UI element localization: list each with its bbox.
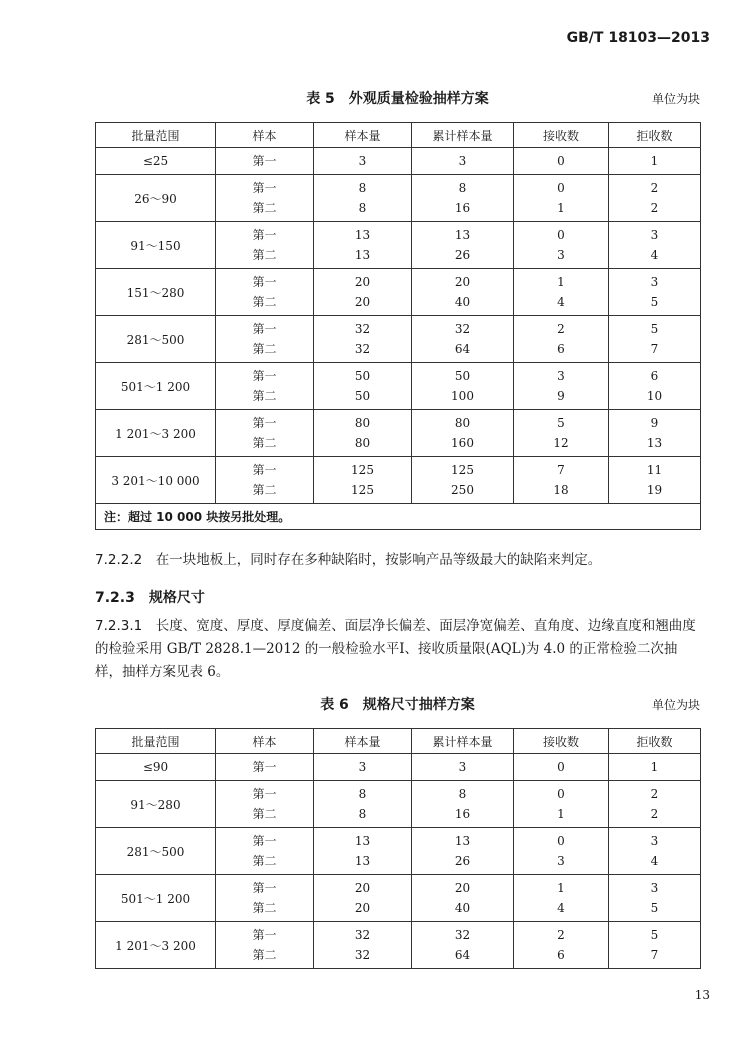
sample-size-cell xyxy=(314,828,412,875)
sample-stage: 第一 xyxy=(252,834,277,848)
cumulative-size: 26 xyxy=(454,854,471,868)
reject-number: 19 xyxy=(646,483,663,497)
sample-size: 50 xyxy=(354,369,371,383)
sample-stage: 第一 xyxy=(252,228,277,242)
sample-stage: 第一 xyxy=(252,275,277,289)
column-header: 累计样本量 xyxy=(412,123,514,148)
table5-unit: 单位为块 xyxy=(651,92,700,106)
table-row xyxy=(96,269,701,316)
cumulative-size-cell xyxy=(412,754,514,781)
reject-number: 1 xyxy=(650,154,659,168)
lot-size-range: 91～150 xyxy=(96,222,216,269)
section-heading-7-2-3 xyxy=(95,587,205,607)
accept-number: 18 xyxy=(553,483,569,497)
reject-number-cell xyxy=(609,754,701,781)
table-header-row xyxy=(96,729,701,754)
sample-size: 20 xyxy=(354,295,371,309)
cumulative-size-cell xyxy=(412,269,514,316)
lot-size-range: 3 201～10 000 xyxy=(96,457,216,504)
sample-stage-cell xyxy=(216,922,314,969)
reject-number: 10 xyxy=(646,389,663,403)
lot-size-range: 1 201～3 200 xyxy=(96,922,216,969)
cumulative-size: 16 xyxy=(454,201,471,215)
sample-stage-cell xyxy=(216,148,314,175)
reject-number: 11 xyxy=(646,463,663,477)
sample-stage: 第一 xyxy=(252,322,277,336)
table5 xyxy=(95,122,701,530)
cumulative-size: 32 xyxy=(454,928,471,942)
cumulative-size-cell xyxy=(412,316,514,363)
sample-stage: 第二 xyxy=(252,342,277,356)
accept-number-cell xyxy=(514,457,609,504)
table-row xyxy=(96,828,701,875)
column-header: 样本量 xyxy=(314,729,412,754)
sample-size-cell xyxy=(314,363,412,410)
cumulative-size-cell xyxy=(412,875,514,922)
sample-size: 13 xyxy=(354,228,371,242)
column-header: 样本量 xyxy=(314,123,412,148)
accept-number-cell xyxy=(514,410,609,457)
lot-size-range: 281～500 xyxy=(96,316,216,363)
cumulative-size-cell xyxy=(412,457,514,504)
table-note: 注：超过 10 000 块按另批处理。 xyxy=(96,504,701,530)
table-row xyxy=(96,316,701,363)
sample-size: 32 xyxy=(354,928,371,942)
accept-number: 12 xyxy=(553,436,569,450)
reject-number: 6 xyxy=(650,369,659,383)
lot-size-range: 91～280 xyxy=(96,781,216,828)
sample-stage: 第二 xyxy=(252,436,277,450)
reject-number-cell xyxy=(609,269,701,316)
accept-number: 0 xyxy=(557,228,565,242)
sample-size-cell xyxy=(314,175,412,222)
sample-stage: 第一 xyxy=(252,369,277,383)
sample-stage: 第一 xyxy=(252,881,277,895)
sample-stage: 第一 xyxy=(252,463,277,477)
sample-stage-cell xyxy=(216,828,314,875)
reject-number-cell xyxy=(609,781,701,828)
table-row xyxy=(96,363,701,410)
sample-size-cell xyxy=(314,781,412,828)
accept-number-cell xyxy=(514,781,609,828)
cumulative-size-cell xyxy=(412,363,514,410)
reject-number-cell xyxy=(609,922,701,969)
sample-size-cell xyxy=(314,316,412,363)
cumulative-size: 3 xyxy=(458,154,467,168)
accept-number: 0 xyxy=(557,760,565,774)
accept-number: 4 xyxy=(557,295,565,309)
accept-number-cell xyxy=(514,269,609,316)
table-header-row xyxy=(96,123,701,148)
sample-size-cell xyxy=(314,222,412,269)
accept-number: 0 xyxy=(557,181,565,195)
accept-number: 0 xyxy=(557,787,565,801)
sample-stage: 第二 xyxy=(252,295,277,309)
sample-stage: 第二 xyxy=(252,389,277,403)
sample-size: 32 xyxy=(354,342,371,356)
cumulative-size-cell xyxy=(412,222,514,269)
clause-number: 7.2.3.1 xyxy=(95,618,143,634)
sample-size: 8 xyxy=(358,181,367,195)
accept-number: 3 xyxy=(557,854,565,868)
accept-number: 2 xyxy=(557,322,565,336)
cumulative-size: 16 xyxy=(454,807,471,821)
sample-stage: 第一 xyxy=(252,154,277,168)
reject-number-cell xyxy=(609,363,701,410)
accept-number: 3 xyxy=(557,369,565,383)
sample-size: 8 xyxy=(358,787,367,801)
cumulative-size: 64 xyxy=(454,948,471,962)
reject-number: 2 xyxy=(650,201,659,215)
lot-size-range: 1 201～3 200 xyxy=(96,410,216,457)
reject-number-cell xyxy=(609,457,701,504)
page-number: 13 xyxy=(694,988,710,1002)
accept-number: 5 xyxy=(557,416,565,430)
column-header: 累计样本量 xyxy=(412,729,514,754)
sample-size-cell xyxy=(314,269,412,316)
cumulative-size: 64 xyxy=(454,342,471,356)
reject-number: 2 xyxy=(650,787,659,801)
accept-number-cell xyxy=(514,828,609,875)
sample-stage: 第二 xyxy=(252,201,277,215)
lot-size-range: 501～1 200 xyxy=(96,363,216,410)
reject-number: 3 xyxy=(650,881,659,895)
reject-number: 7 xyxy=(650,948,659,962)
section-number: 7.2.3 xyxy=(95,590,135,606)
table6-unit: 单位为块 xyxy=(651,698,700,712)
column-header: 接收数 xyxy=(514,729,609,754)
reject-number-cell xyxy=(609,222,701,269)
lot-size-range: ≤90 xyxy=(96,754,216,781)
accept-number: 0 xyxy=(557,834,565,848)
sample-size: 125 xyxy=(351,483,374,497)
sample-stage: 第一 xyxy=(252,416,277,430)
column-header: 拒收数 xyxy=(609,729,701,754)
sample-size-cell xyxy=(314,922,412,969)
sample-size: 20 xyxy=(354,901,371,915)
cumulative-size: 125 xyxy=(451,463,474,477)
clause-number: 7.2.2.2 xyxy=(95,552,143,568)
sample-stage: 第一 xyxy=(252,760,277,774)
sample-stage: 第二 xyxy=(252,248,277,262)
table-row xyxy=(96,457,701,504)
cumulative-size: 20 xyxy=(454,275,471,289)
cumulative-size: 20 xyxy=(454,881,471,895)
standard-code: GB/T 18103—2013 xyxy=(566,30,710,46)
cumulative-size: 3 xyxy=(458,760,467,774)
clause-7-2-3-1 xyxy=(95,615,700,684)
sample-stage: 第二 xyxy=(252,901,277,915)
reject-number-cell xyxy=(609,875,701,922)
table-row xyxy=(96,875,701,922)
reject-number: 5 xyxy=(650,928,659,942)
reject-number: 3 xyxy=(650,228,659,242)
accept-number-cell xyxy=(514,754,609,781)
column-header: 批量范围 xyxy=(96,123,216,148)
column-header: 样本 xyxy=(216,729,314,754)
reject-number: 2 xyxy=(650,181,659,195)
sample-size: 32 xyxy=(354,322,371,336)
reject-number: 5 xyxy=(650,901,659,915)
cumulative-size-cell xyxy=(412,781,514,828)
lot-size-range: 281～500 xyxy=(96,828,216,875)
accept-number: 1 xyxy=(557,807,565,821)
sample-stage-cell xyxy=(216,175,314,222)
sample-stage-cell xyxy=(216,875,314,922)
sample-stage-cell xyxy=(216,316,314,363)
cumulative-size: 8 xyxy=(458,181,467,195)
table-row xyxy=(96,148,701,175)
reject-number: 3 xyxy=(650,275,659,289)
accept-number: 4 xyxy=(557,901,565,915)
sample-size-cell xyxy=(314,875,412,922)
table-note-row xyxy=(96,504,701,530)
column-header: 接收数 xyxy=(514,123,609,148)
accept-number-cell xyxy=(514,316,609,363)
cumulative-size: 50 xyxy=(454,369,471,383)
accept-number: 0 xyxy=(557,154,565,168)
cumulative-size-cell xyxy=(412,410,514,457)
cumulative-size: 26 xyxy=(454,248,471,262)
accept-number: 6 xyxy=(557,948,565,962)
reject-number-cell xyxy=(609,148,701,175)
sample-stage-cell xyxy=(216,781,314,828)
cumulative-size: 32 xyxy=(454,322,471,336)
sample-stage: 第二 xyxy=(252,854,277,868)
sample-stage: 第一 xyxy=(252,787,277,801)
sample-stage-cell xyxy=(216,754,314,781)
accept-number-cell xyxy=(514,875,609,922)
cumulative-size-cell xyxy=(412,922,514,969)
column-header: 样本 xyxy=(216,123,314,148)
table-row xyxy=(96,754,701,781)
cumulative-size: 160 xyxy=(451,436,474,450)
accept-number: 9 xyxy=(557,389,565,403)
table6-title: 表 6 规格尺寸抽样方案 xyxy=(320,697,475,713)
cumulative-size: 250 xyxy=(451,483,474,497)
accept-number-cell xyxy=(514,175,609,222)
sample-size: 125 xyxy=(351,463,374,477)
cumulative-size: 80 xyxy=(454,416,471,430)
sample-stage-cell xyxy=(216,363,314,410)
cumulative-size: 13 xyxy=(454,834,471,848)
sample-stage-cell xyxy=(216,222,314,269)
table-row xyxy=(96,922,701,969)
lot-size-range: 26～90 xyxy=(96,175,216,222)
table6 xyxy=(95,728,701,969)
reject-number-cell xyxy=(609,316,701,363)
column-header: 拒收数 xyxy=(609,123,701,148)
reject-number: 3 xyxy=(650,834,659,848)
clause-text: 在一块地板上，同时存在多种缺陷时，按影响产品等级最大的缺陷来判定。 xyxy=(155,552,602,568)
table-row xyxy=(96,175,701,222)
reject-number-cell xyxy=(609,410,701,457)
cumulative-size-cell xyxy=(412,148,514,175)
cumulative-size: 40 xyxy=(454,901,471,915)
sample-stage-cell xyxy=(216,410,314,457)
accept-number-cell xyxy=(514,222,609,269)
sample-size: 13 xyxy=(354,248,371,262)
reject-number-cell xyxy=(609,828,701,875)
accept-number: 1 xyxy=(557,201,565,215)
accept-number: 2 xyxy=(557,928,565,942)
table-row xyxy=(96,781,701,828)
sample-size-cell xyxy=(314,754,412,781)
accept-number-cell xyxy=(514,148,609,175)
sample-size: 13 xyxy=(354,854,371,868)
section-title: 规格尺寸 xyxy=(148,590,205,606)
cumulative-size: 100 xyxy=(451,389,474,403)
sample-size-cell xyxy=(314,410,412,457)
lot-size-range: 151～280 xyxy=(96,269,216,316)
sample-size: 80 xyxy=(354,416,371,430)
accept-number: 7 xyxy=(557,463,565,477)
column-header: 批量范围 xyxy=(96,729,216,754)
table-row xyxy=(96,222,701,269)
sample-size: 8 xyxy=(358,201,367,215)
reject-number-cell xyxy=(609,175,701,222)
accept-number: 3 xyxy=(557,248,565,262)
reject-number: 5 xyxy=(650,322,659,336)
reject-number: 13 xyxy=(646,436,663,450)
sample-size: 3 xyxy=(358,154,367,168)
reject-number: 7 xyxy=(650,342,659,356)
clause-text: 长度、宽度、厚度、厚度偏差、面层净长偏差、面层净宽偏差、直角度、边缘直度和翘曲度的检验采用 GB/T 2828.1—2012 的一般检验水平Ⅰ、接收质量限(AQL)为 4.0 的正常检验二次抽样，抽样方案见表 6。 xyxy=(95,618,696,680)
sample-size: 3 xyxy=(358,760,367,774)
sample-stage-cell xyxy=(216,269,314,316)
sample-stage: 第二 xyxy=(252,948,277,962)
sample-stage: 第二 xyxy=(252,483,277,497)
sample-size: 50 xyxy=(354,389,371,403)
sample-size: 32 xyxy=(354,948,371,962)
sample-size-cell xyxy=(314,148,412,175)
accept-number-cell xyxy=(514,363,609,410)
lot-size-range: 501～1 200 xyxy=(96,875,216,922)
accept-number: 1 xyxy=(557,881,565,895)
sample-size: 80 xyxy=(354,436,371,450)
sample-stage: 第二 xyxy=(252,807,277,821)
sample-size: 20 xyxy=(354,881,371,895)
lot-size-range: ≤25 xyxy=(96,148,216,175)
sample-size: 8 xyxy=(358,807,367,821)
cumulative-size-cell xyxy=(412,175,514,222)
reject-number: 5 xyxy=(650,295,659,309)
sample-size: 13 xyxy=(354,834,371,848)
clause-7-2-2-2 xyxy=(95,549,700,572)
sample-size-cell xyxy=(314,457,412,504)
accept-number: 6 xyxy=(557,342,565,356)
accept-number: 1 xyxy=(557,275,565,289)
cumulative-size: 8 xyxy=(458,787,467,801)
table-row xyxy=(96,410,701,457)
sample-stage-cell xyxy=(216,457,314,504)
reject-number: 1 xyxy=(650,760,659,774)
reject-number: 4 xyxy=(650,854,659,868)
reject-number: 9 xyxy=(650,416,659,430)
reject-number: 2 xyxy=(650,807,659,821)
sample-stage: 第一 xyxy=(252,928,277,942)
reject-number: 4 xyxy=(650,248,659,262)
cumulative-size: 13 xyxy=(454,228,471,242)
table5-title: 表 5 外观质量检验抽样方案 xyxy=(306,91,489,107)
cumulative-size: 40 xyxy=(454,295,471,309)
sample-size: 20 xyxy=(354,275,371,289)
sample-stage: 第一 xyxy=(252,181,277,195)
accept-number-cell xyxy=(514,922,609,969)
cumulative-size-cell xyxy=(412,828,514,875)
